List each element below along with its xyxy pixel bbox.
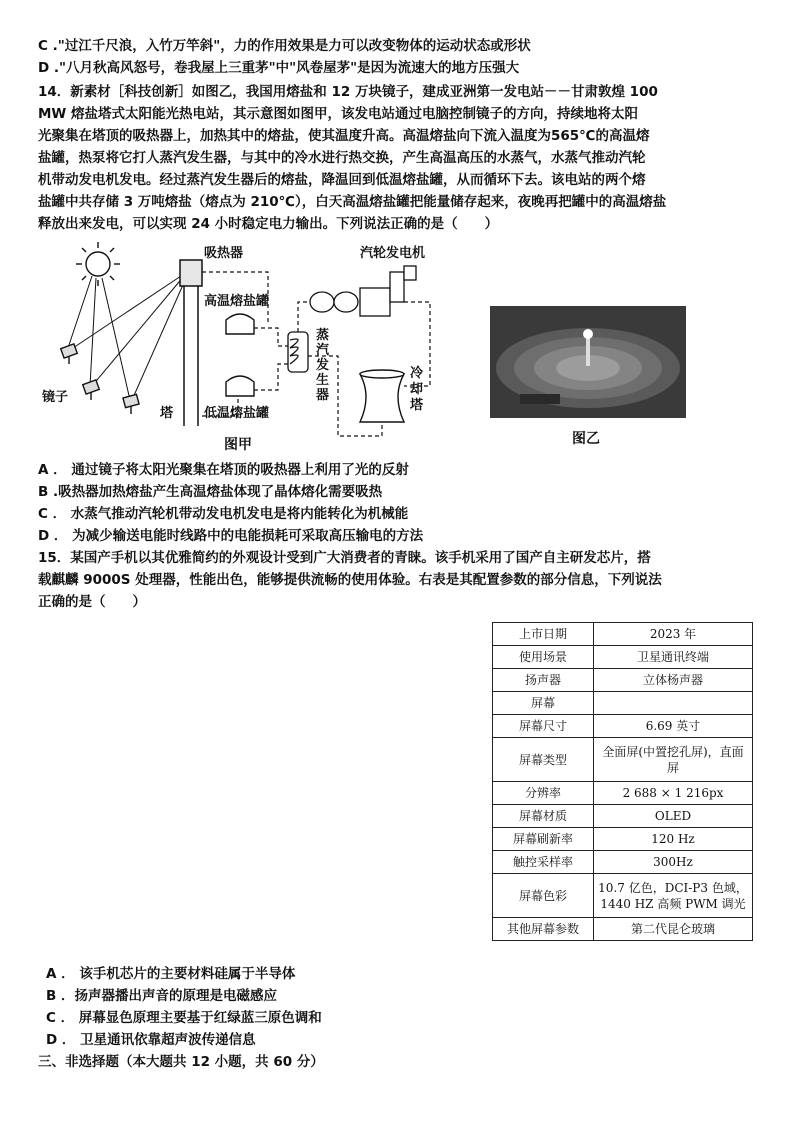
mirror-icon: [61, 344, 139, 414]
q14-option-c: C ． 水蒸气推动汽轮机带动发电机发电是将内能转化为机械能: [38, 506, 409, 522]
ct-char: 冷: [410, 366, 424, 381]
spec-table-row: [493, 669, 753, 692]
label-absorber: 吸热器: [204, 246, 244, 261]
sg-char: 蒸: [316, 328, 330, 343]
spec-table: [492, 622, 753, 941]
spec-value-cell: [594, 692, 753, 715]
q14-option-b: B .吸热器加热熔盐产生高温熔盐体现了晶体熔化需要吸热: [38, 484, 383, 500]
sun-rays: [68, 276, 130, 400]
spec-key-cell: 屏幕尺寸: [493, 715, 594, 738]
spec-value-cell: 卫星通讯终端: [594, 646, 753, 669]
cold-tank: [226, 376, 254, 396]
solar-field-photo: [490, 306, 686, 418]
spec-table-row: [493, 782, 753, 805]
spec-value-cell: 立体杨声器: [594, 669, 753, 692]
q14-option-d: D ． 为减少输送电能时线路中的电能损耗可采取高压输电的方法: [38, 528, 424, 544]
option-c-prev: C ."过江千尺浪，入竹万竿斜"，力的作用效果是力可以改变物体的运动状态或形状: [38, 38, 531, 54]
spec-value-cell: 120 Hz: [594, 828, 753, 851]
q15-line-2: 载麒麟 9000S 处理器，性能出色，能够提供流畅的使用体验。右表是其配置参数的部分信息，下列说法: [38, 572, 662, 588]
spec-table-row: [493, 623, 753, 646]
spec-key-cell: 屏幕类型: [493, 738, 594, 782]
label-tower: 塔: [160, 406, 174, 421]
spec-key-cell: 使用场景: [493, 646, 594, 669]
spec-table-row: [493, 805, 753, 828]
section-3-title: 三、非选择题（本大题共 12 小题，共 60 分）: [38, 1054, 324, 1070]
spec-value-cell: OLED: [594, 805, 753, 828]
option-d-prev: D ."八月秋高风怒号，卷我屋上三重茅"中"风卷屋茅"是因为流速大的地方压强大: [38, 60, 520, 76]
q14-line-3: 光聚集在塔顶的吸热器上，加热其中的熔盐，使其温度升高。高温熔盐向下流入温度为565℃的高温熔: [38, 128, 650, 144]
figure-yi-caption: 图乙: [572, 431, 600, 447]
spec-value-cell: 10.7 亿色，DCI-P3 色域，1440 HZ 高频 PWM 调光: [594, 874, 753, 918]
spec-table-row: [493, 715, 753, 738]
q14-line-6: 盐罐中共存储 3 万吨熔盐（熔点为 210℃），白天高温熔盐罐把能量储存起来，夜晚再把罐中的高温熔盐: [38, 194, 667, 210]
q15-option-a: A ． 该手机芯片的主要材料硅属于半导体: [46, 966, 296, 982]
spec-table-row: [493, 738, 753, 782]
spec-table-row: [493, 692, 753, 715]
spec-key-cell: 屏幕刷新率: [493, 828, 594, 851]
sg-char: 发: [316, 358, 330, 373]
spec-table-body: [493, 623, 753, 941]
turbine-generator: [310, 266, 416, 316]
q14-line-1: 14．新素材［科技创新］如图乙，我国用熔盐和 12 万块镜子，建成亚洲第一发电站－－甘肃敦煌 100: [38, 84, 658, 100]
q14-option-a: A ． 通过镜子将太阳光聚集在塔顶的吸热器上利用了光的反射: [38, 462, 409, 478]
spec-value-cell: 第二代昆仑玻璃: [594, 918, 753, 941]
q14-line-4: 盐罐，热泵将它打人蒸汽发生器，与其中的冷水进行热交换，产生高温高压的水蒸气，水蒸气推动汽轮: [38, 150, 646, 166]
label-steam-generator: [316, 328, 330, 403]
spec-key-cell: 触控采样率: [493, 851, 594, 874]
sg-char: 器: [316, 388, 330, 403]
q15-line-3: 正确的是（ ）: [38, 594, 146, 610]
spec-key-cell: 上市日期: [493, 623, 594, 646]
spec-value-cell: 全面屏(中置挖孔屏)，直面屏: [594, 738, 753, 782]
spec-table-row: [493, 851, 753, 874]
spec-key-cell: 屏幕色彩: [493, 874, 594, 918]
q15-option-d: D ． 卫星通讯依靠超声波传递信息: [46, 1032, 256, 1048]
label-hot-tank: 高温熔盐罐: [204, 294, 270, 309]
q14-line-5: 机带动发电机发电。经过蒸汽发生器后的熔盐，降温回到低温熔盐罐，从而循环下去。该电站的两个熔: [38, 172, 646, 188]
ct-char: 却: [410, 382, 424, 397]
q14-line-7: 释放出来发电，可以实现 24 小时稳定电力输出。下列说法正确的是（ ）: [38, 216, 499, 232]
spec-value-cell: 2023 年: [594, 623, 753, 646]
label-cold-tank: 低温熔盐罐: [204, 406, 270, 421]
label-mirror: 镜子: [42, 390, 69, 405]
spec-key-cell: 分辨率: [493, 782, 594, 805]
cooling-tower: [360, 370, 404, 422]
figure-jia-caption: 图甲: [224, 437, 252, 453]
sg-char: 汽: [316, 343, 330, 358]
q15-line-1: 15．某国产手机以其优雅简约的外观设计受到广大消费者的青睐。该手机采用了国产自主研发芯片，搭: [38, 550, 651, 566]
hot-tank: [226, 314, 254, 334]
spec-table-row: [493, 918, 753, 941]
solar-plant-schematic: [38, 236, 448, 456]
spec-value-cell: 6.69 英寸: [594, 715, 753, 738]
tower: [180, 260, 202, 426]
spec-value-cell: 300Hz: [594, 851, 753, 874]
steam-generator: [288, 332, 308, 372]
q15-option-c: C ． 屏幕显色原理主要基于红绿蓝三原色调和: [46, 1010, 322, 1026]
spec-table-row: [493, 874, 753, 918]
spec-key-cell: 扬声器: [493, 669, 594, 692]
reflected-rays: [70, 274, 186, 400]
sun-icon: [76, 242, 120, 286]
spec-key-cell: 屏幕材质: [493, 805, 594, 828]
figure-yi: [490, 306, 686, 447]
ct-char: 塔: [410, 398, 424, 413]
spec-value-cell: 2 688 × 1 216px: [594, 782, 753, 805]
spec-key-cell: 其他屏幕参数: [493, 918, 594, 941]
q15-option-b: B ．扬声器播出声音的原理是电磁感应: [46, 988, 277, 1004]
sg-char: 生: [316, 373, 330, 388]
figure-jia-diagram: [38, 236, 448, 460]
spec-table-row: [493, 646, 753, 669]
spec-table-row: [493, 828, 753, 851]
label-cooling-tower: [410, 366, 424, 414]
label-turbine: 汽轮发电机: [360, 246, 426, 261]
spec-key-cell: 屏幕: [493, 692, 594, 715]
q14-line-2: MW 熔盐塔式太阳能光热电站，其示意图如图甲，该发电站通过电脑控制镜子的方向，持续地将太阳: [38, 106, 639, 122]
